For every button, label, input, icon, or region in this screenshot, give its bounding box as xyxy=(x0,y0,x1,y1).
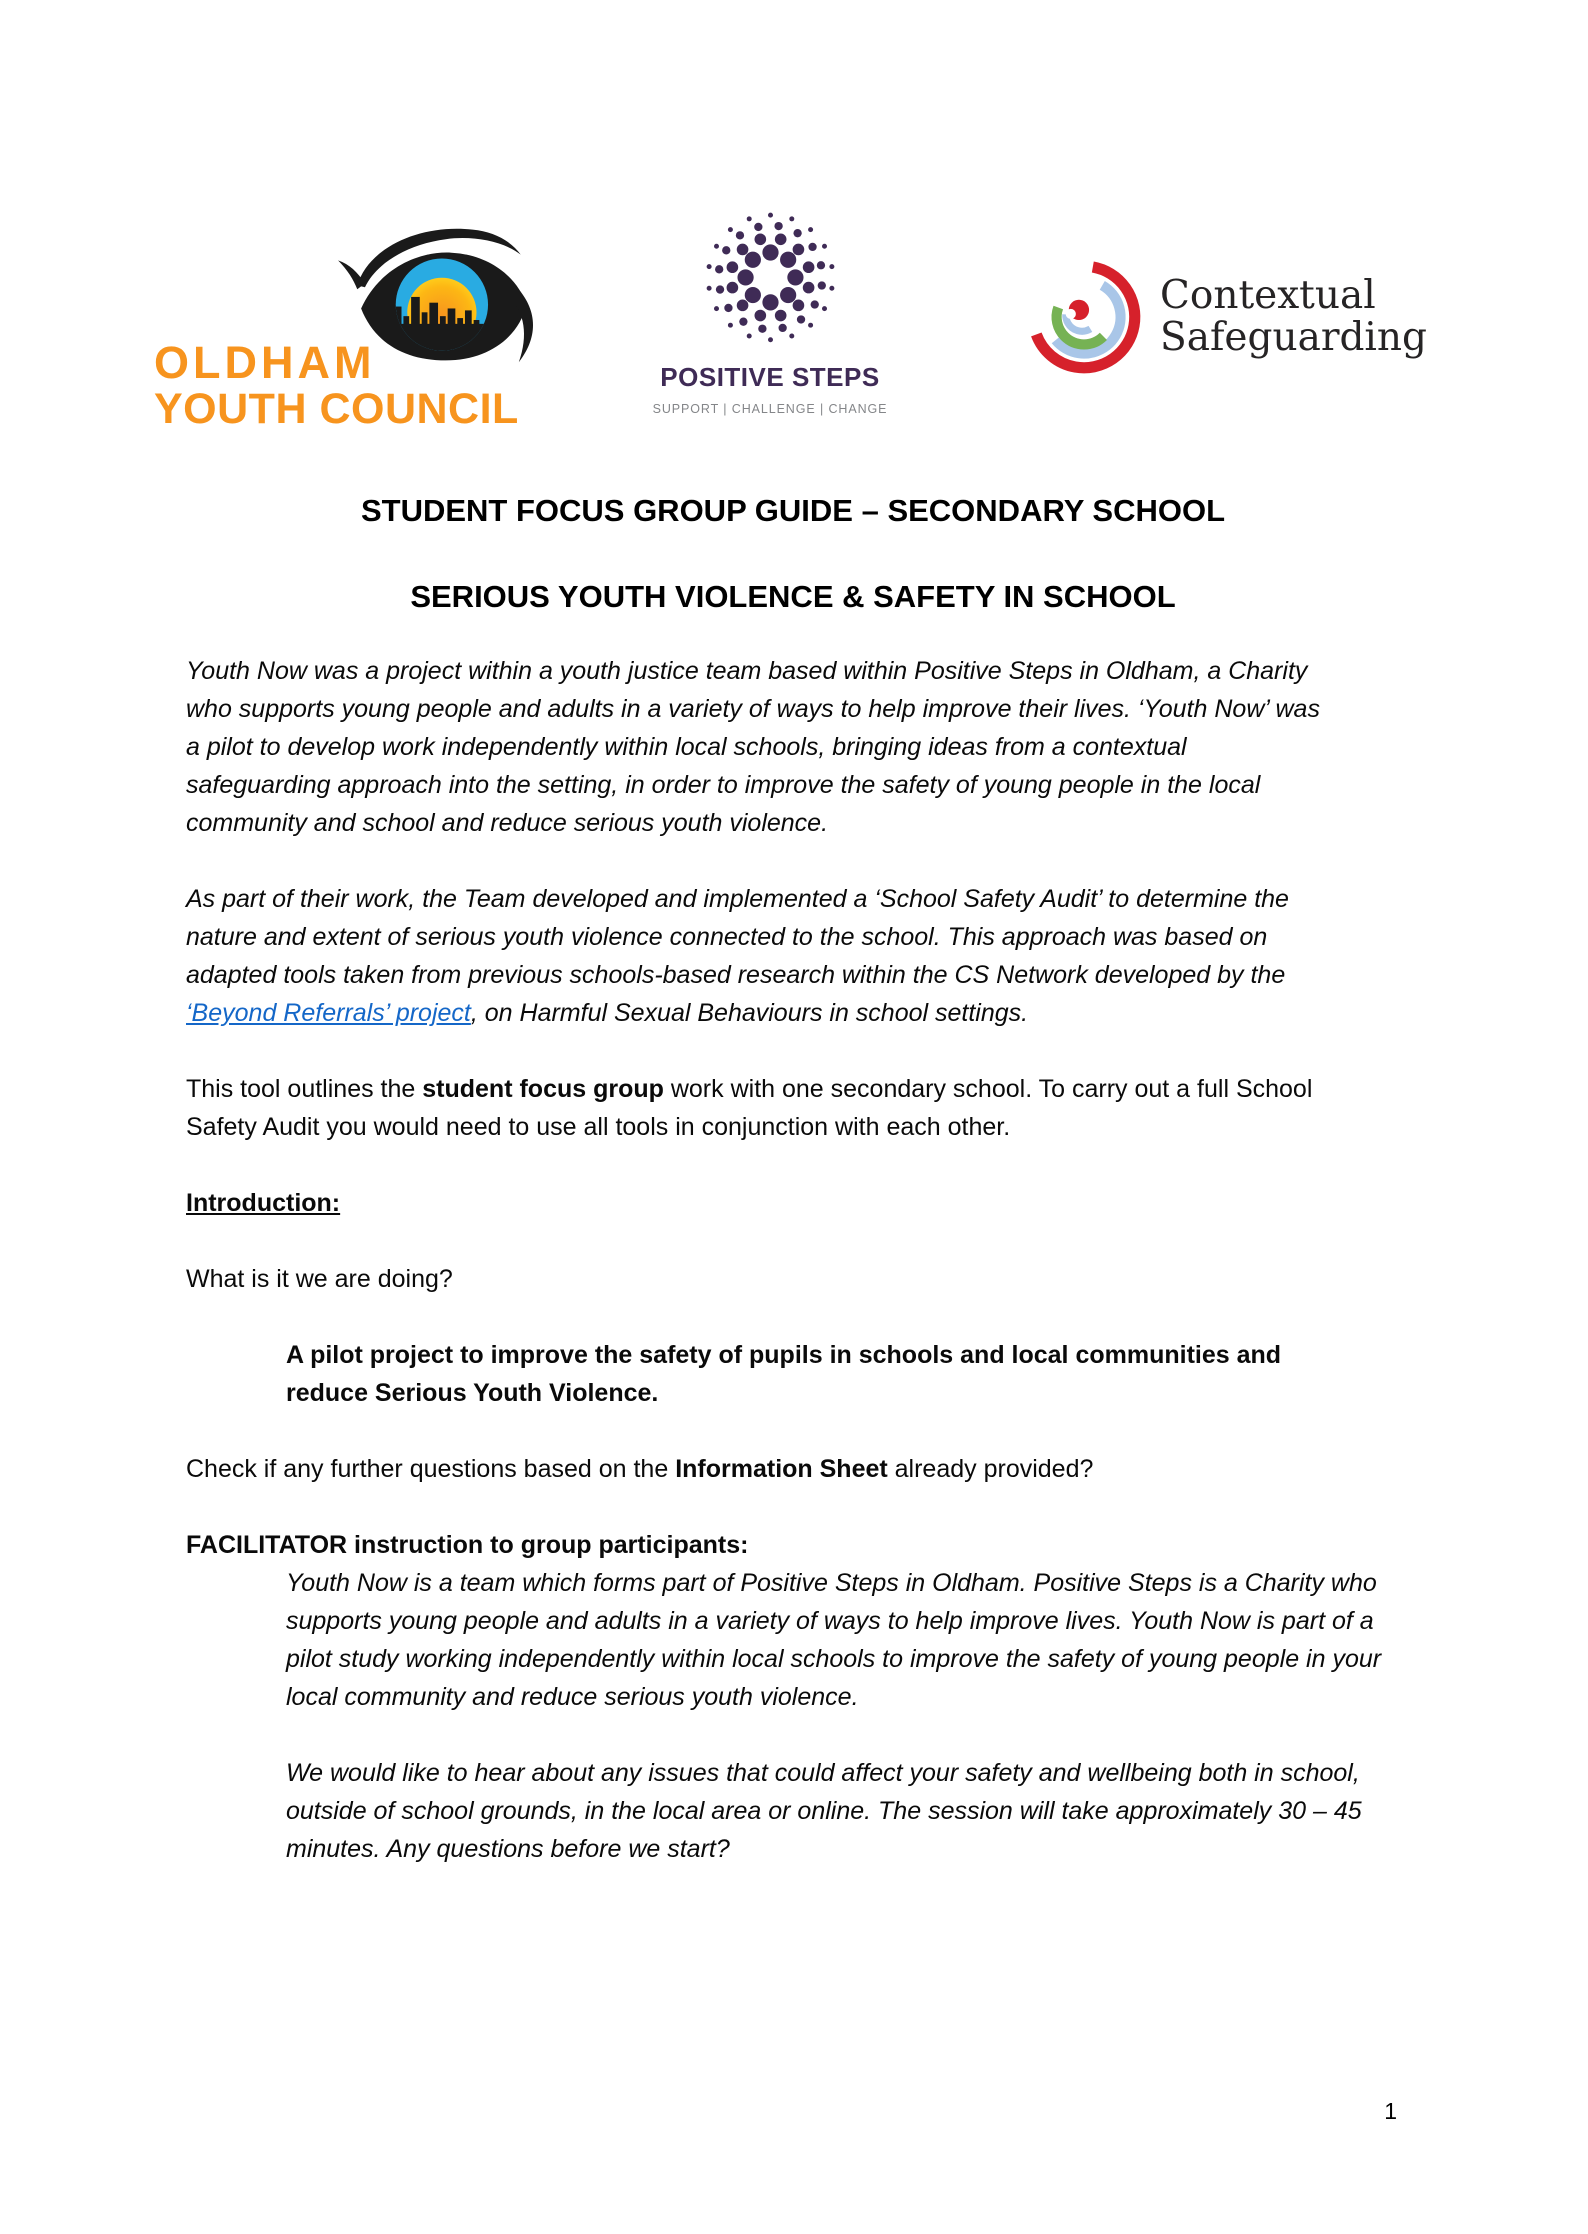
student-focus-group-emphasis: student focus group xyxy=(422,1075,664,1103)
positive-steps-dots-icon xyxy=(703,212,838,347)
facilitator-heading: FACILITATOR instruction to group participants: xyxy=(186,1531,749,1559)
check-questions-after: already provided? xyxy=(887,1455,1094,1483)
contextual-wordmark-line1: Contextual xyxy=(1160,272,1376,318)
oldham-wordmark xyxy=(154,337,519,434)
intro-paragraph-1: Youth Now was a project within a youth justice team based within Positive Steps in Oldham, a Charity who supports young people and adults in a variety of ways to help improve their lives. ‘Youth Now’ was a pilot to develop work independently within local schools, bringing ideas from a contextual safeguarding approach into the setting, in order to improve the safety of young people in the local community and school and reduce serious youth violence. xyxy=(186,657,1320,837)
document-title-line2: SERIOUS YOUTH VIOLENCE & SAFETY IN SCHOOL xyxy=(410,579,1176,614)
facilitator-paragraph-2: We would like to hear about any issues that could affect your safety and wellbeing both in school, outside of school grounds, in the local area or online. The session will take approximately 30 – 45 minutes. Any questions before we start? xyxy=(286,1759,1362,1863)
tool-overview-paragraph xyxy=(186,1070,1338,1146)
oldham-wordmark-line2: YOUTH COUNCIL xyxy=(154,385,519,434)
contextual-safeguarding-logo xyxy=(1018,248,1427,386)
intro-paragraph-2-text: As part of their work, the Team developed and implemented a ‘School Safety Audit’ to determine the nature and extent of serious youth violence connected to the school. This approach was based on adapted tools taken from previous schools-based research within the CS Network developed by the xyxy=(186,885,1289,989)
contextual-wordmark-line2: Safeguarding xyxy=(1160,315,1427,360)
document-title-line1: STUDENT FOCUS GROUP GUIDE – SECONDARY SCHOOL xyxy=(360,493,1226,528)
positive-steps-tagline: SUPPORT | CHALLENGE | CHANGE xyxy=(652,402,888,416)
contextual-safeguarding-rings-icon xyxy=(1018,248,1150,386)
facilitator-paragraph-1: Youth Now is a team which forms part of Positive Steps in Oldham. Positive Steps is a Charity who supports young people and adults in a variety of ways to help improve lives. Youth Now is part of a pilot study working independently within local schools to improve the safety of young people in your local community and reduce serious youth violence. xyxy=(286,1569,1382,1711)
positive-steps-logo xyxy=(652,212,888,416)
intro-paragraph-2 xyxy=(186,880,1338,1032)
positive-steps-wordmark: POSITIVE STEPS xyxy=(660,362,880,392)
check-questions-line xyxy=(186,1450,1338,1488)
tool-overview-after: work with one secondary school. To carry out a full School Safety Audit you would need to use all tools in conjunction with each other. xyxy=(186,1075,1313,1141)
oldham-youth-council-logo xyxy=(150,220,550,432)
pilot-statement: A pilot project to improve the safety of pupils in schools and local communities and reduce Serious Youth Violence. xyxy=(286,1341,1282,1407)
beyond-referrals-link[interactable]: ‘Beyond Referrals’ project xyxy=(186,999,471,1027)
oldham-wordmark-line1: OLDHAM xyxy=(154,337,376,389)
check-questions-before: Check if any further questions based on the xyxy=(186,1455,676,1483)
intro-paragraph-2-tail: , on Harmful Sexual Behaviours in school settings. xyxy=(470,999,1029,1027)
question-line: What is it we are doing? xyxy=(186,1265,453,1293)
tool-overview-before: This tool outlines the xyxy=(186,1075,423,1103)
information-sheet-emphasis: Information Sheet xyxy=(675,1455,888,1483)
page-number: 1 xyxy=(1384,2098,1397,2124)
introduction-heading: Introduction: xyxy=(186,1189,341,1217)
contextual-safeguarding-wordmark xyxy=(1160,272,1427,360)
